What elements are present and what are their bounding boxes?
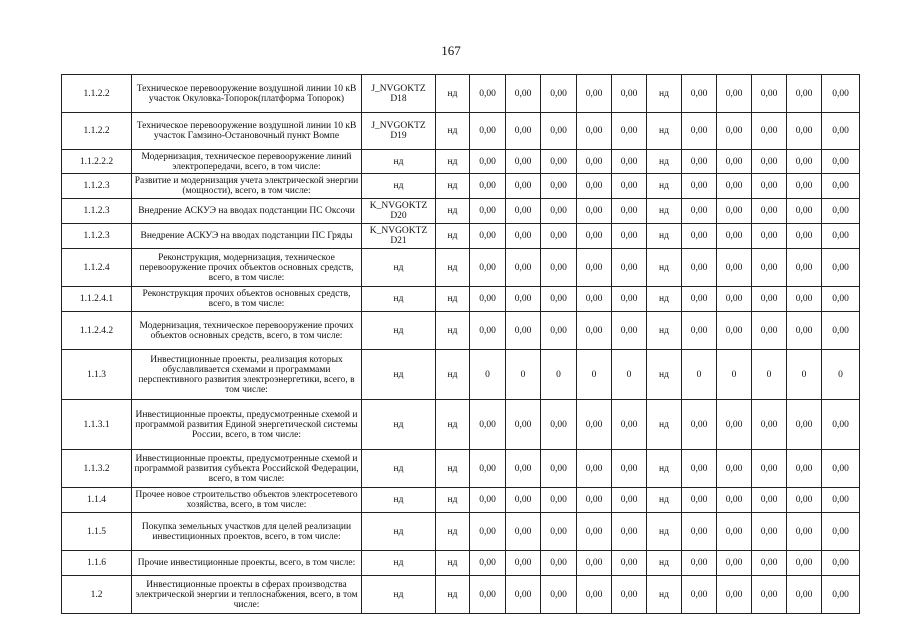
value-cell: нд (647, 287, 682, 312)
row-code: 1.1.2.3 (62, 174, 132, 199)
row-identifier: J_NVGOKTZ D18 (362, 75, 436, 113)
value-cell: 0,00 (787, 551, 822, 576)
value-cell: 0,00 (717, 312, 752, 350)
row-code: 1.1.2.2 (62, 113, 132, 150)
row-name: Прочие инвестиционные проекты, всего, в том числе: (132, 551, 362, 576)
row-identifier: нд (362, 513, 436, 551)
investment-table (61, 74, 860, 614)
value-cell: 0,00 (752, 287, 787, 312)
value-cell: 0,00 (577, 113, 612, 150)
value-cell: 0,00 (612, 450, 647, 488)
value-cell: нд (436, 249, 470, 287)
row-identifier: нд (362, 400, 436, 450)
value-cell: 0,00 (541, 199, 577, 224)
row-identifier: K_NVGOKTZ D20 (362, 199, 436, 224)
value-cell: 0,00 (612, 113, 647, 150)
value-cell: нд (436, 199, 470, 224)
value-cell: 0,00 (822, 287, 860, 312)
value-cell: 0,00 (717, 224, 752, 249)
value-cell: нд (647, 150, 682, 174)
row-code: 1.1.3.2 (62, 450, 132, 488)
row-name: Техническое перевооружение воздушной линии 10 кВ участок Окуловка-Топорок(платформа Топорок) (132, 75, 362, 113)
value-cell: 0,00 (717, 551, 752, 576)
value-cell: 0,00 (612, 249, 647, 287)
value-cell: 0,00 (682, 551, 717, 576)
row-name: Реконструкция прочих объектов основных средств, всего, в том числе: (132, 287, 362, 312)
value-cell: 0,00 (682, 488, 717, 513)
value-cell: 0,00 (541, 287, 577, 312)
value-cell: 0,00 (506, 576, 541, 614)
row-identifier: нд (362, 150, 436, 174)
value-cell: 0,00 (682, 312, 717, 350)
value-cell: 0,00 (717, 150, 752, 174)
value-cell: 0,00 (506, 113, 541, 150)
value-cell: 0,00 (822, 551, 860, 576)
value-cell: 0,00 (682, 174, 717, 199)
table-row (62, 350, 860, 400)
row-code: 1.1.2.2.2 (62, 150, 132, 174)
table-row (62, 224, 860, 249)
value-cell: 0,00 (506, 75, 541, 113)
value-cell: 0 (787, 350, 822, 400)
row-identifier: J_NVGOKTZ D19 (362, 113, 436, 150)
value-cell: 0,00 (470, 224, 506, 249)
value-cell: 0,00 (612, 150, 647, 174)
value-cell: 0,00 (682, 224, 717, 249)
value-cell: 0,00 (612, 75, 647, 113)
value-cell: 0,00 (717, 174, 752, 199)
value-cell: 0,00 (787, 312, 822, 350)
value-cell: 0,00 (787, 174, 822, 199)
value-cell: 0,00 (470, 576, 506, 614)
value-cell: 0,00 (717, 113, 752, 150)
row-identifier: нд (362, 450, 436, 488)
value-cell: 0,00 (577, 513, 612, 551)
row-code: 1.1.2.3 (62, 224, 132, 249)
row-identifier: нд (362, 350, 436, 400)
value-cell: 0,00 (577, 488, 612, 513)
value-cell: 0 (577, 350, 612, 400)
value-cell: 0,00 (787, 576, 822, 614)
value-cell: 0,00 (541, 174, 577, 199)
value-cell: 0,00 (612, 551, 647, 576)
value-cell: 0,00 (612, 174, 647, 199)
value-cell: нд (647, 75, 682, 113)
value-cell: 0,00 (752, 400, 787, 450)
value-cell: 0,00 (822, 312, 860, 350)
table-row (62, 249, 860, 287)
value-cell: нд (436, 113, 470, 150)
value-cell: 0,00 (787, 75, 822, 113)
value-cell: нд (436, 488, 470, 513)
row-code: 1.1.2.3 (62, 199, 132, 224)
value-cell: 0 (506, 350, 541, 400)
value-cell: 0,00 (541, 113, 577, 150)
table-row (62, 199, 860, 224)
row-name: Инвестиционные проекты в сферах производства электрической энергии и теплоснабжения, всего, в том числе: (132, 576, 362, 614)
value-cell: 0,00 (470, 199, 506, 224)
row-code: 1.1.3 (62, 350, 132, 400)
value-cell: 0,00 (752, 450, 787, 488)
value-cell: нд (436, 150, 470, 174)
table-row (62, 312, 860, 350)
value-cell: 0,00 (822, 249, 860, 287)
row-name: Инвестиционные проекты, предусмотренные схемой и программой развития субъекта Российской Федерации, всего, в том числе: (132, 450, 362, 488)
row-name: Внедрение АСКУЭ на вводах подстанции ПС Оксочи (132, 199, 362, 224)
value-cell: 0,00 (717, 249, 752, 287)
value-cell: 0,00 (506, 249, 541, 287)
value-cell: нд (647, 312, 682, 350)
value-cell: 0,00 (470, 75, 506, 113)
page-number: 167 (441, 43, 461, 58)
value-cell: 0,00 (682, 249, 717, 287)
value-cell: 0,00 (822, 488, 860, 513)
value-cell: 0,00 (577, 576, 612, 614)
value-cell: 0,00 (577, 199, 612, 224)
value-cell: 0,00 (787, 488, 822, 513)
value-cell: 0,00 (470, 312, 506, 350)
value-cell: нд (647, 249, 682, 287)
value-cell: 0 (752, 350, 787, 400)
value-cell: 0,00 (822, 450, 860, 488)
value-cell: 0,00 (470, 450, 506, 488)
value-cell: 0,00 (577, 312, 612, 350)
value-cell: 0,00 (682, 75, 717, 113)
value-cell: нд (436, 513, 470, 551)
row-name: Модернизация, техническое перевооружение линий электропередачи, всего, в том числе: (132, 150, 362, 174)
value-cell: 0,00 (682, 150, 717, 174)
value-cell: 0,00 (541, 551, 577, 576)
value-cell: 0,00 (577, 249, 612, 287)
value-cell: 0,00 (612, 513, 647, 551)
row-name: Покупка земельных участков для целей реализации инвестиционных проектов, всего, в том числе: (132, 513, 362, 551)
value-cell: нд (436, 174, 470, 199)
value-cell: 0,00 (470, 551, 506, 576)
value-cell: 0,00 (822, 224, 860, 249)
row-identifier: нд (362, 312, 436, 350)
row-code: 1.1.6 (62, 551, 132, 576)
value-cell: 0,00 (752, 150, 787, 174)
table-row (62, 513, 860, 551)
table-row (62, 488, 860, 513)
value-cell: 0,00 (470, 400, 506, 450)
value-cell: 0,00 (506, 150, 541, 174)
value-cell: 0,00 (506, 551, 541, 576)
value-cell: нд (647, 199, 682, 224)
row-name: Инвестиционные проекты, предусмотренные схемой и программой развития Единой энергетической системы России, всего, в том числе: (132, 400, 362, 450)
value-cell: 0,00 (787, 450, 822, 488)
value-cell: 0,00 (506, 513, 541, 551)
value-cell: 0,00 (612, 576, 647, 614)
row-identifier: нд (362, 287, 436, 312)
value-cell: 0,00 (577, 551, 612, 576)
value-cell: 0,00 (717, 199, 752, 224)
value-cell: 0,00 (541, 249, 577, 287)
value-cell: 0,00 (470, 513, 506, 551)
value-cell: 0,00 (787, 113, 822, 150)
value-cell: 0,00 (577, 224, 612, 249)
value-cell: 0,00 (541, 488, 577, 513)
value-cell: 0,00 (577, 450, 612, 488)
value-cell: нд (436, 75, 470, 113)
value-cell: 0,00 (506, 199, 541, 224)
value-cell: нд (647, 513, 682, 551)
value-cell: 0,00 (787, 513, 822, 551)
row-identifier: K_NVGOKTZ D21 (362, 224, 436, 249)
value-cell: 0,00 (717, 400, 752, 450)
value-cell: нд (436, 224, 470, 249)
value-cell: 0,00 (822, 576, 860, 614)
value-cell: 0,00 (682, 287, 717, 312)
value-cell: 0,00 (822, 199, 860, 224)
row-identifier: нд (362, 174, 436, 199)
table-row (62, 450, 860, 488)
value-cell: нд (436, 287, 470, 312)
table-body (62, 75, 860, 614)
value-cell: нд (647, 400, 682, 450)
row-identifier: нд (362, 488, 436, 513)
value-cell: 0,00 (612, 287, 647, 312)
value-cell: нд (436, 312, 470, 350)
value-cell: 0,00 (612, 312, 647, 350)
value-cell: 0,00 (752, 75, 787, 113)
value-cell: нд (647, 350, 682, 400)
row-identifier: нд (362, 576, 436, 614)
row-code: 1.1.2.4.1 (62, 287, 132, 312)
value-cell: 0,00 (470, 488, 506, 513)
value-cell: нд (647, 488, 682, 513)
row-name: Прочее новое строительство объектов электросетевого хозяйства, всего, в том числе: (132, 488, 362, 513)
row-code: 1.2 (62, 576, 132, 614)
row-identifier: нд (362, 249, 436, 287)
value-cell: 0,00 (541, 224, 577, 249)
row-code: 1.1.4 (62, 488, 132, 513)
value-cell: 0,00 (470, 113, 506, 150)
row-name: Развитие и модернизация учета электрической энергии (мощности), всего, в том числе: (132, 174, 362, 199)
value-cell: 0,00 (822, 513, 860, 551)
value-cell: 0,00 (682, 450, 717, 488)
value-cell: 0,00 (787, 150, 822, 174)
value-cell: 0,00 (470, 150, 506, 174)
value-cell: нд (647, 576, 682, 614)
value-cell: нд (436, 450, 470, 488)
value-cell: нд (436, 551, 470, 576)
value-cell: 0,00 (612, 488, 647, 513)
value-cell: 0,00 (682, 576, 717, 614)
value-cell: 0,00 (577, 400, 612, 450)
table-row (62, 551, 860, 576)
value-cell: нд (436, 350, 470, 400)
value-cell: 0,00 (787, 400, 822, 450)
value-cell: нд (647, 224, 682, 249)
value-cell: 0,00 (752, 312, 787, 350)
value-cell: нд (436, 576, 470, 614)
row-code: 1.1.5 (62, 513, 132, 551)
row-name: Техническое перевооружение воздушной линии 10 кВ участок Гамзино-Остановочный пункт Вомпе (132, 113, 362, 150)
value-cell: нд (647, 174, 682, 199)
value-cell: 0,00 (787, 199, 822, 224)
value-cell: 0,00 (752, 576, 787, 614)
value-cell: 0 (541, 350, 577, 400)
row-name: Внедрение АСКУЭ на вводах подстанции ПС Гряды (132, 224, 362, 249)
value-cell: 0,00 (506, 450, 541, 488)
value-cell: 0,00 (682, 199, 717, 224)
value-cell: 0,00 (717, 488, 752, 513)
value-cell: 0 (682, 350, 717, 400)
row-code: 1.1.2.4.2 (62, 312, 132, 350)
value-cell: 0,00 (577, 174, 612, 199)
row-name: Модернизация, техническое перевооружение прочих объектов основных средств, всего, в том числе: (132, 312, 362, 350)
table-row (62, 576, 860, 614)
value-cell: 0,00 (541, 576, 577, 614)
row-code: 1.1.2.2 (62, 75, 132, 113)
value-cell: 0,00 (752, 551, 787, 576)
table-row (62, 150, 860, 174)
value-cell: 0,00 (470, 174, 506, 199)
value-cell: 0,00 (682, 513, 717, 551)
value-cell: 0,00 (612, 224, 647, 249)
value-cell: нд (647, 551, 682, 576)
value-cell: 0,00 (822, 75, 860, 113)
value-cell: 0 (717, 350, 752, 400)
value-cell: 0,00 (682, 400, 717, 450)
value-cell: 0,00 (541, 75, 577, 113)
value-cell: 0,00 (717, 450, 752, 488)
value-cell: 0,00 (752, 513, 787, 551)
value-cell: 0,00 (682, 113, 717, 150)
value-cell: 0,00 (752, 249, 787, 287)
value-cell: 0,00 (541, 312, 577, 350)
value-cell: 0,00 (822, 150, 860, 174)
value-cell: 0,00 (541, 150, 577, 174)
value-cell: 0,00 (541, 400, 577, 450)
value-cell: 0,00 (541, 513, 577, 551)
value-cell: 0,00 (822, 174, 860, 199)
value-cell: 0,00 (506, 488, 541, 513)
value-cell: 0,00 (717, 513, 752, 551)
value-cell: 0,00 (752, 224, 787, 249)
table-row (62, 287, 860, 312)
row-code: 1.1.2.4 (62, 249, 132, 287)
table-row (62, 174, 860, 199)
value-cell: 0,00 (577, 150, 612, 174)
value-cell: 0,00 (752, 174, 787, 199)
value-cell: 0 (470, 350, 506, 400)
value-cell: 0,00 (822, 400, 860, 450)
value-cell: 0,00 (506, 312, 541, 350)
value-cell: 0,00 (506, 174, 541, 199)
value-cell: 0,00 (717, 287, 752, 312)
row-name: Инвестиционные проекты, реализация которых обуславливается схемами и программами перспективного развития электроэнергетики, всего, в том числе: (132, 350, 362, 400)
value-cell: 0,00 (717, 576, 752, 614)
value-cell: 0,00 (787, 224, 822, 249)
row-name: Реконструкция, модернизация, техническое перевооружение прочих объектов основных средств, всего, в том числе: (132, 249, 362, 287)
value-cell: 0,00 (752, 488, 787, 513)
value-cell: 0,00 (787, 287, 822, 312)
value-cell: 0,00 (612, 199, 647, 224)
value-cell: 0 (822, 350, 860, 400)
value-cell: 0,00 (506, 287, 541, 312)
value-cell: 0,00 (822, 113, 860, 150)
value-cell: нд (647, 113, 682, 150)
value-cell: 0,00 (612, 400, 647, 450)
table-row (62, 75, 860, 113)
table-row (62, 400, 860, 450)
value-cell: 0,00 (787, 249, 822, 287)
value-cell: 0,00 (752, 199, 787, 224)
value-cell: нд (647, 450, 682, 488)
value-cell: 0,00 (470, 249, 506, 287)
row-identifier: нд (362, 551, 436, 576)
value-cell: 0 (612, 350, 647, 400)
value-cell: 0,00 (470, 287, 506, 312)
row-code: 1.1.3.1 (62, 400, 132, 450)
value-cell: нд (436, 400, 470, 450)
value-cell: 0,00 (577, 75, 612, 113)
value-cell: 0,00 (541, 450, 577, 488)
value-cell: 0,00 (577, 287, 612, 312)
table-row (62, 113, 860, 150)
value-cell: 0,00 (506, 224, 541, 249)
value-cell: 0,00 (717, 75, 752, 113)
value-cell: 0,00 (506, 400, 541, 450)
value-cell: 0,00 (752, 113, 787, 150)
